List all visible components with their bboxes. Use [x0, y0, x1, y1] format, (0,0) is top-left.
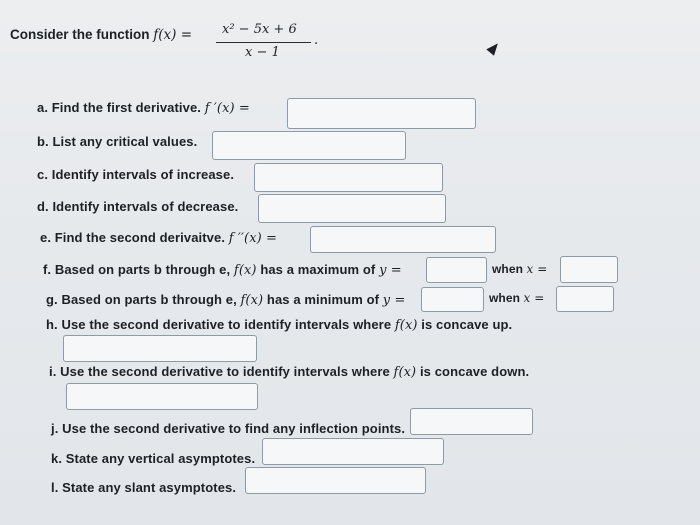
- fraction-bar: [216, 42, 311, 43]
- answer-b-input[interactable]: [212, 131, 406, 160]
- fraction-numerator: x² − 5x + 6: [222, 22, 297, 37]
- answer-f-max-input[interactable]: [426, 257, 487, 283]
- question-j: j. Use the second derivative to find any inflection points.: [51, 421, 406, 436]
- answer-j-input[interactable]: [410, 408, 533, 435]
- question-c: c. Identify intervals of increase.: [37, 167, 235, 182]
- answer-l-input[interactable]: [245, 467, 426, 494]
- answer-g-min-input[interactable]: [421, 287, 484, 312]
- question-e: e. Find the second derivaitve. f ′′(x) =: [40, 230, 278, 246]
- answer-h-input[interactable]: [63, 335, 257, 362]
- question-l: l. State any slant asymptotes.: [51, 480, 237, 495]
- answer-a-input[interactable]: [287, 98, 476, 129]
- answer-k-input[interactable]: [262, 438, 444, 465]
- answer-e-input[interactable]: [310, 226, 496, 253]
- question-h: h. Use the second derivative to identify intervals where f(x) is concave up.: [46, 317, 513, 333]
- answer-f-x-input[interactable]: [560, 256, 618, 283]
- question-f: f. Based on parts b through e, f(x) has a maximum of y =: [43, 262, 402, 278]
- intro-text: Consider the function f(x) =: [10, 27, 193, 43]
- function-name: f(x) =: [153, 27, 193, 43]
- question-b: b. List any critical values.: [37, 134, 198, 149]
- question-g-when: when x =: [489, 291, 545, 305]
- answer-i-input[interactable]: [66, 383, 258, 410]
- answer-g-x-input[interactable]: [556, 286, 614, 312]
- mouse-cursor-icon: [486, 40, 501, 56]
- answer-c-input[interactable]: [254, 163, 443, 192]
- question-f-when: when x =: [492, 262, 548, 276]
- intro-period: .: [314, 33, 319, 48]
- question-i: i. Use the second derivative to identify intervals where f(x) is concave down.: [49, 364, 530, 380]
- answer-d-input[interactable]: [258, 194, 446, 223]
- question-g: g. Based on parts b through e, f(x) has a minimum of y =: [46, 292, 406, 308]
- question-k: k. State any vertical asymptotes.: [51, 451, 256, 466]
- question-d: d. Identify intervals of decrease.: [37, 199, 239, 214]
- question-a: a. Find the first derivative. f ′(x) =: [37, 100, 250, 116]
- fraction-denominator: x − 1: [245, 45, 280, 60]
